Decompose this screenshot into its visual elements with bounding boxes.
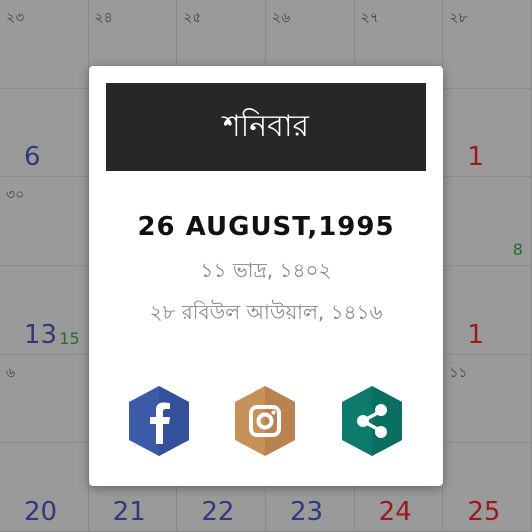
calendar-cell[interactable] <box>0 0 89 89</box>
bangla-day-number: ৬ <box>6 364 16 381</box>
gregorian-day-number: 1 <box>467 142 484 173</box>
share-button[interactable] <box>338 384 406 458</box>
calendar-cell[interactable] <box>443 443 532 532</box>
gregorian-day-number: 25 <box>467 496 501 527</box>
calendar-cell[interactable] <box>443 177 532 266</box>
calendar-cell[interactable] <box>443 266 532 355</box>
hijri-day-number: 8 <box>512 239 523 259</box>
calendar-cell[interactable] <box>0 177 89 266</box>
bangla-day-number: ২৭ <box>360 10 379 26</box>
bangla-day-number: ৩০ <box>6 187 25 204</box>
calendar-cell[interactable] <box>0 266 89 355</box>
hijri-date: ২৮ রবিউল আউয়াল, ১৪১৬ <box>149 300 383 324</box>
weekday-header <box>106 83 426 171</box>
gregorian-day-number: 22 <box>201 496 235 527</box>
calendar-cell[interactable] <box>443 355 532 444</box>
gregorian-day-number: 1 <box>467 319 484 350</box>
gregorian-day-number: 21 <box>112 496 146 527</box>
bangla-day-number: ১১ <box>449 364 468 381</box>
gregorian-day-number: 13 <box>24 319 58 350</box>
facebook-icon <box>125 384 193 458</box>
bangla-day-number: ২৮ <box>449 10 468 26</box>
gregorian-date: 26 AUGUST,1995 <box>137 212 395 242</box>
calendar-cell[interactable] <box>443 0 532 89</box>
instagram-icon <box>231 384 299 458</box>
gregorian-day-number: 20 <box>24 496 58 527</box>
gregorian-day-number: 24 <box>378 496 412 527</box>
weekday-label: শনিবার <box>222 108 310 144</box>
calendar-cell[interactable] <box>0 89 89 178</box>
calendar-cell[interactable] <box>0 355 89 444</box>
date-detail-dialog <box>89 66 443 486</box>
bangla-day-number: ২৫ <box>183 10 202 26</box>
instagram-share-button[interactable] <box>231 384 299 458</box>
bangla-date: ১১ ভাদ্র, ১৪০২ <box>200 258 332 282</box>
bangla-day-number: ২৬ <box>271 10 291 26</box>
calendar-cell[interactable] <box>0 443 89 532</box>
calendar-cell[interactable] <box>443 89 532 178</box>
gregorian-day-number: 6 <box>24 142 41 173</box>
facebook-share-button[interactable] <box>125 384 193 458</box>
hijri-day-number: 15 <box>59 328 80 348</box>
share-icon <box>338 384 406 458</box>
gregorian-day-number: 23 <box>289 496 324 527</box>
bangla-day-number: ২৩ <box>6 10 25 26</box>
bangla-day-number: ২৪ <box>94 10 113 26</box>
